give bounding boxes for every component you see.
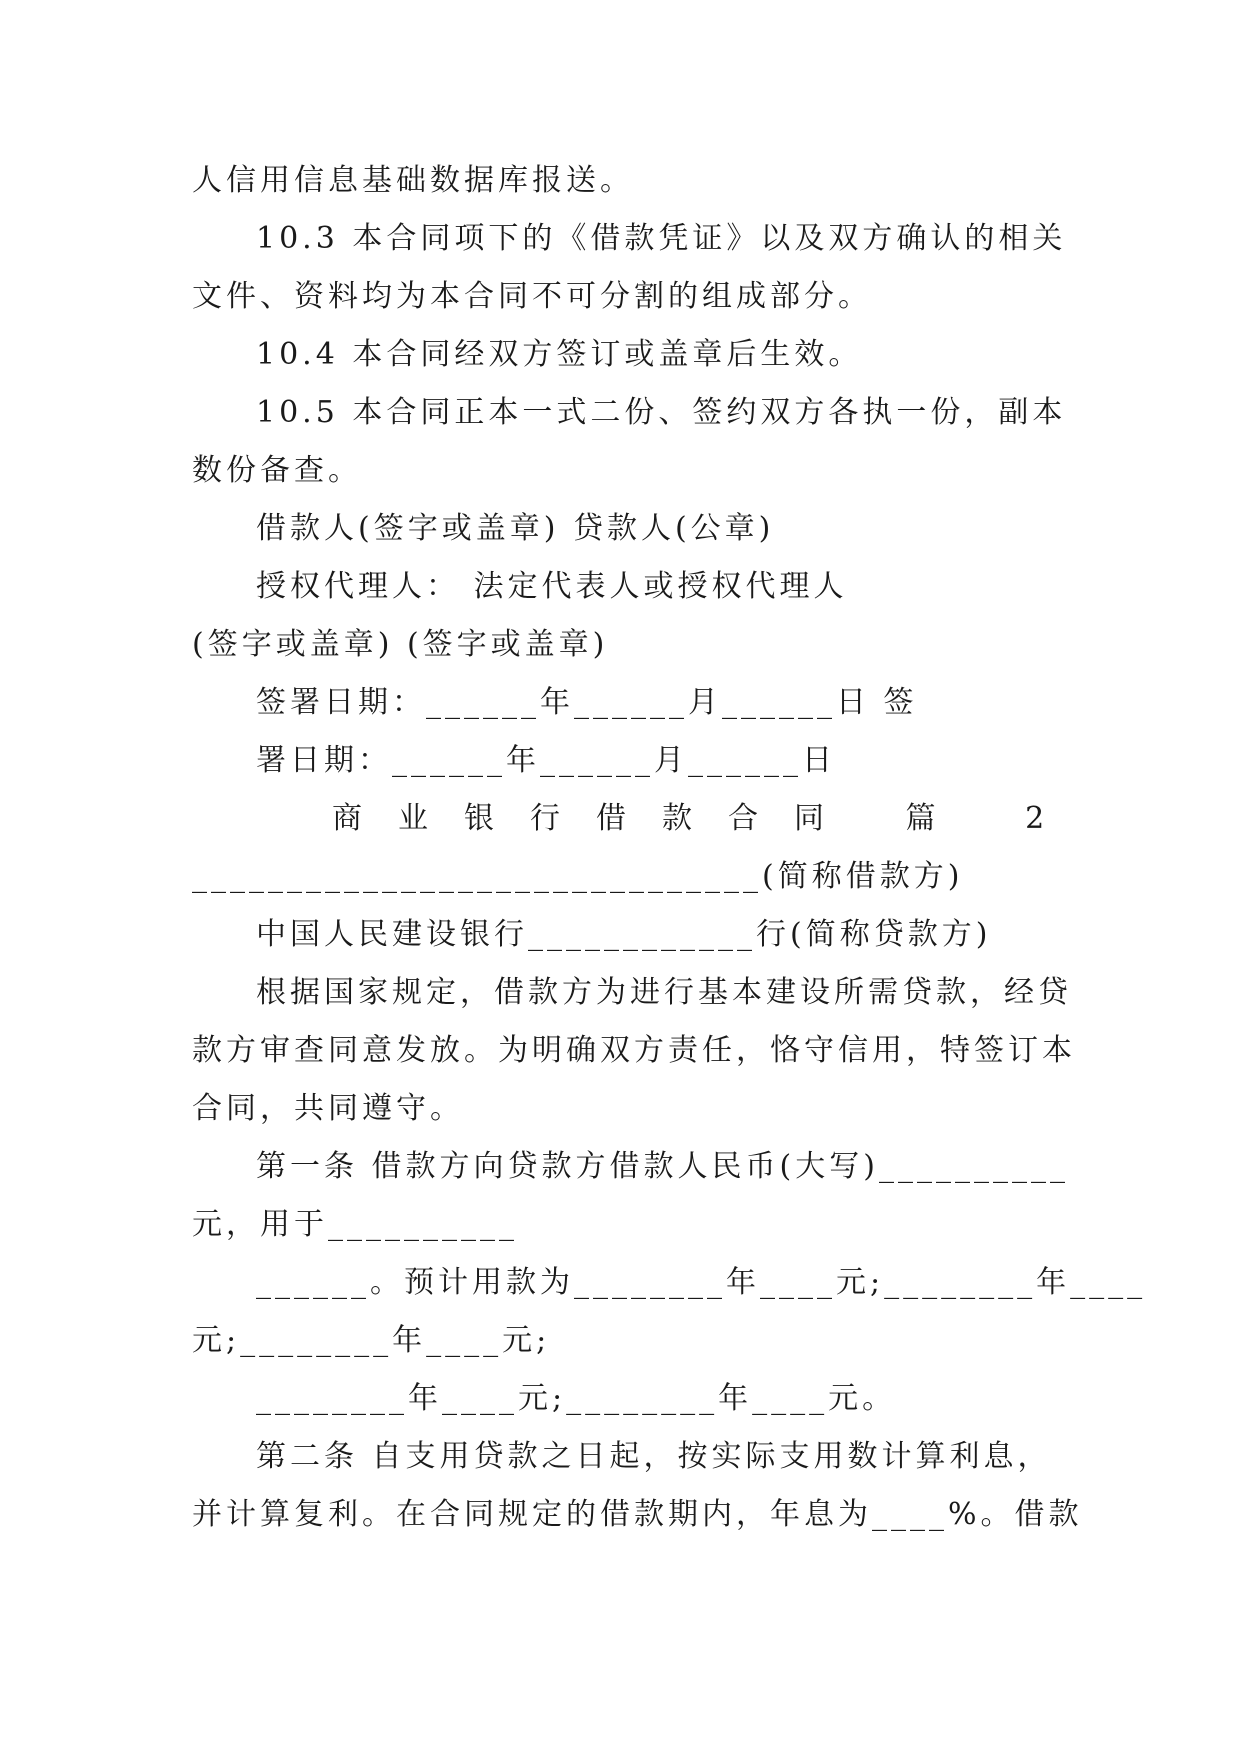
- paragraph-line: 数份备查。: [192, 453, 362, 488]
- article-1-line: ______。预计用款为________年____元;________年____: [256, 1265, 1147, 1300]
- preamble-line: 合同，共同遵守。: [192, 1091, 464, 1126]
- preamble-line: 根据国家规定，借款方为进行基本建设所需贷款，经贷: [256, 975, 1072, 1010]
- signing-date-line: 签署日期：______年______月______日 签: [256, 685, 918, 720]
- article-2-line: 第二条 自支用贷款之日起，按实际支用数计算利息，: [256, 1439, 1052, 1474]
- document-body: [192, 152, 1147, 1544]
- article-1-line: 第一条 借款方向贷款方借款人民币(大写)__________: [256, 1149, 1069, 1184]
- clause-10-5: 10.5 本合同正本一式二份、签约双方各执一份，副本: [256, 395, 1067, 430]
- article-1-line: 元，用于__________: [192, 1207, 518, 1242]
- clause-10-3: 10.3 本合同项下的《借款凭证》以及双方确认的相关: [256, 221, 1067, 256]
- preamble-line: 款方审查同意发放。为明确双方责任，恪守信用，特签订本: [192, 1033, 1076, 1068]
- lender-line: 中国人民建设银行____________行(简称贷款方): [256, 917, 992, 952]
- article-number: 篇 2: [905, 801, 1085, 836]
- signature-parties: 借款人(签字或盖章) 贷款人(公章): [256, 511, 775, 546]
- contract-title: [192, 790, 1085, 848]
- clause-10-4: 10.4 本合同经双方签订或盖章后生效。: [256, 337, 863, 372]
- signing-date-line: 署日期：______年______月______日: [256, 743, 836, 778]
- article-1-line: 元;________年____元;: [192, 1323, 551, 1358]
- paragraph-line: 人信用信息基础数据库报送。: [192, 163, 634, 198]
- signature-seal-line: (签字或盖章) (签字或盖章): [192, 627, 609, 662]
- contract-title-text: 商业银行借款合同: [332, 801, 860, 836]
- borrower-line: ______________________________(简称借款方): [192, 859, 964, 894]
- signature-agents: 授权代理人： 法定代表人或授权代理人: [256, 569, 848, 604]
- article-1-line: ________年____元;________年____元。: [256, 1381, 897, 1416]
- article-2-line: 并计算复利。在合同规定的借款期内，年息为____%。借款: [192, 1497, 1083, 1532]
- paragraph-line: 文件、资料均为本合同不可分割的组成部分。: [192, 279, 872, 314]
